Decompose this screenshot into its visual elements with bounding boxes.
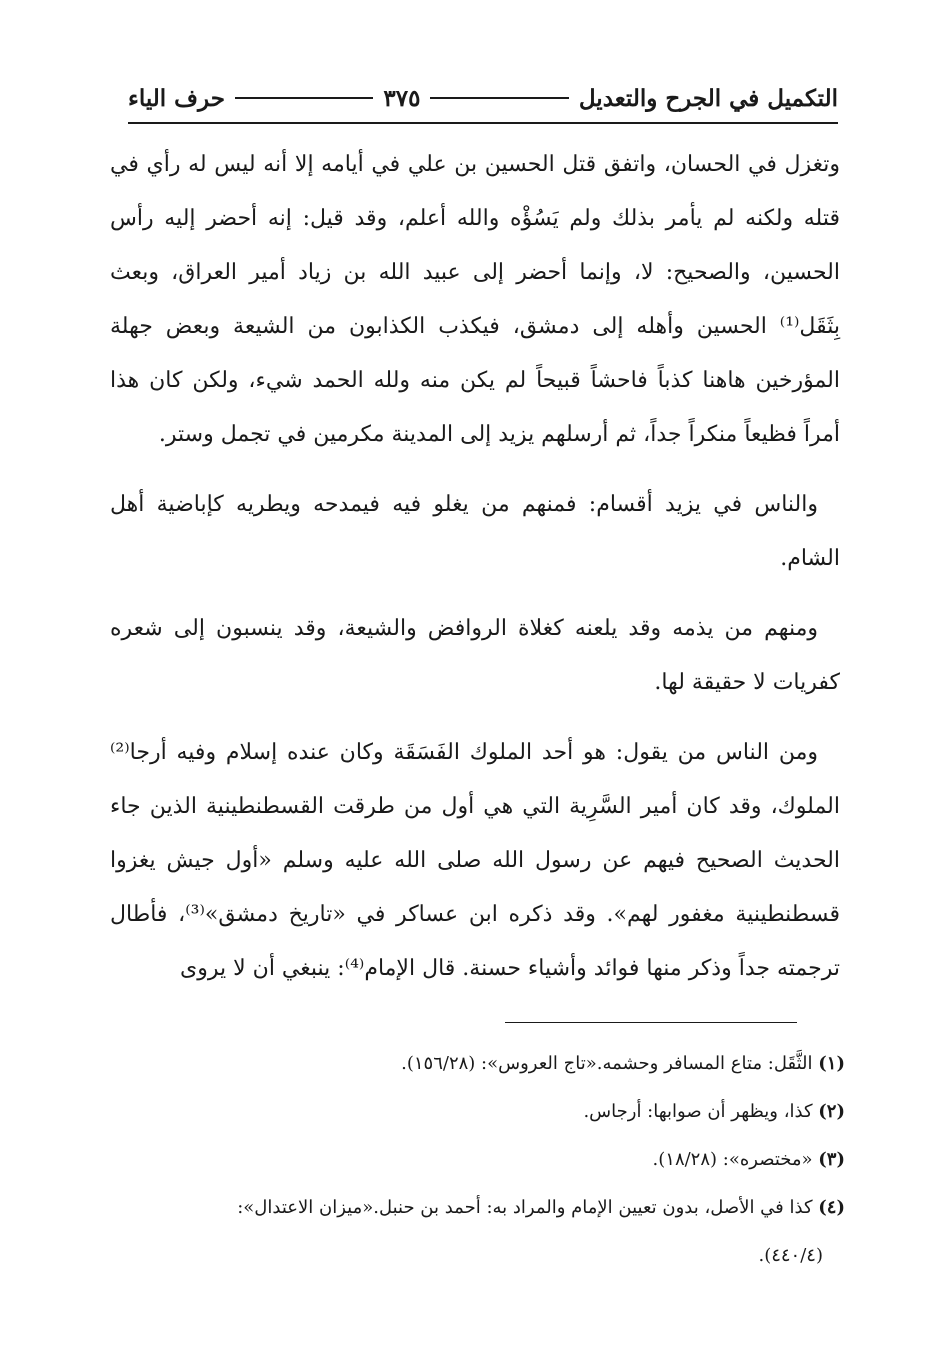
header-dash-right: [430, 97, 568, 99]
footnote-text: الثَّقَل: متاع المسافر وحشمه.«تاج العروس»: (١٥٦/٢٨).: [401, 1053, 813, 1074]
footnote-separator: [505, 1022, 797, 1023]
footnote-number: (٢): [818, 1101, 845, 1122]
footnote-4: [110, 1184, 845, 1232]
footnote-number: (٤): [818, 1197, 845, 1218]
main-text: [110, 138, 840, 1012]
footnote-text: كذا، ويظهر أن صوابها: أرجاس.: [583, 1101, 813, 1122]
footnote-number: (٣): [818, 1149, 845, 1170]
paragraph-2: والناس في يزيد أقسام: فمنهم من يغلو فيه فيمدحه ويطريه كإباضية أهل الشام.: [110, 492, 840, 571]
book-title: التكميل في الجرح والتعديل: [578, 84, 838, 112]
paragraph-1: وتغزل في الحسان، واتفق قتل الحسين بن علي في أيامه إلا أنه ليس له رأي في قتله ولكنه لم يأمر بذلك ولم يَسُؤْه والله أعلم، وقد قيل: إنه أحضر إليه رأس الحسين، والصحيح: لا، وإنما أحضر إلى عبيد الله بن زياد أمير العراق، وبعث بِثَقَل⁽¹⁾ الحسين وأهله إلى دمشق، فيكذب الكذابون من الشيعة وبعض جهلة المؤرخين هاهنا كذباً فاحشاً قبيحاً لم يكن منه ولله الحمد شيء، ولكن كان هذا أمراً فظيعاً منكراً جداً، ثم أرسلهم يزيد إلى المدينة مكرمين في تجمل وستر.: [110, 152, 840, 447]
footnote-number: (١): [818, 1053, 845, 1074]
footnotes: [110, 1040, 845, 1280]
footnote-1: [110, 1040, 845, 1088]
header-dash-left: [235, 97, 373, 99]
footnote-text: كذا في الأصل، بدون تعيين الإمام والمراد به: أحمد بن حنبل.«ميزان الاعتدال»:: [237, 1197, 813, 1218]
running-header: [128, 78, 838, 124]
footnote-2: [110, 1088, 845, 1136]
paragraph-3: ومنهم من يذمه وقد يلعنه كغلاة الروافض والشيعة، وقد ينسبون إلى شعره كفريات لا حقيقة لها.: [110, 616, 840, 695]
chapter-title: حرف الياء: [128, 84, 225, 112]
footnote-4-continuation: (٤٤٠/٤).: [758, 1245, 823, 1266]
footnote-text: «مختصره»: (١٨/٢٨).: [652, 1149, 813, 1170]
paragraph-4: ومن الناس من يقول: هو أحد الملوك الفَسَقَة وكان عنده إسلام وفيه أرجا⁽²⁾ الملوك، وقد كان أمير السَّرِية التي هي أول من طرقت القسطنطينية الذين جاء الحديث الصحيح فيهم عن رسول الله صلى الله عليه وسلم «أول جيش يغزوا قسطنطينية مغفور لهم». وقد ذكره ابن عساكر في «تاريخ دمشق»⁽³⁾، فأطال ترجمته جداً وذكر منها فوائد وأشياء حسنة. قال الإمام⁽⁴⁾: ينبغي أن لا يروى: [110, 740, 840, 981]
footnote-3: [110, 1136, 845, 1184]
page-number: ٣٧٥: [383, 84, 421, 112]
